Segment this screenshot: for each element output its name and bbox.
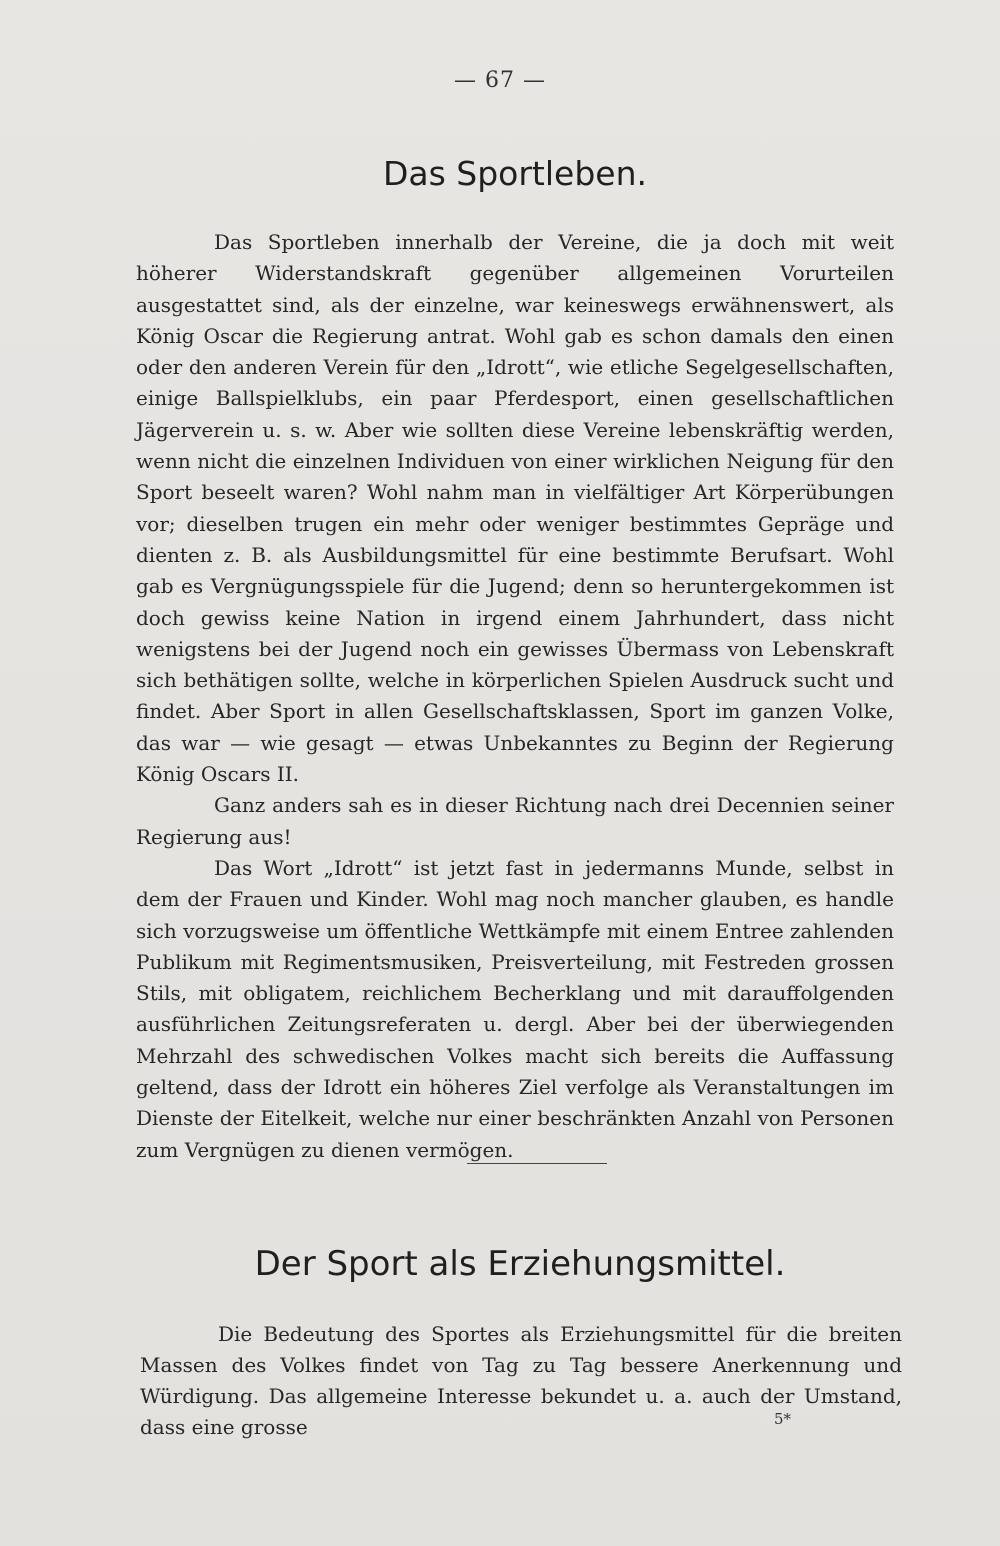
paragraph: Das Wort „Idrott“ ist jetzt fast in jedermanns Munde, selbst in dem der Frauen und Kinder. Wohl mag noch mancher glauben, es handle sich vorzugsweise um öffentliche Wettkämpfe mit einem Entree zahlenden Publikum mit Regimentsmusiken, Preisverteilung, mit Festreden grossen Stils, mit obligatem, reichlichem Becherklang und mit darauffolgenden ausführlichen Zeitungsreferaten u. dergl. Aber bei der überwiegenden Mehrzahl des schwedischen Volkes macht sich bereits die Auffassung geltend, dass der Idrott ein höheres Ziel verfolge als Veranstaltungen im Dienste der Eitelkeit, welche nur einer beschränkten Anzahl von Personen zum Vergnügen zu dienen vermögen. [136,855,894,1162]
paragraph: Ganz anders sah es in dieser Richtung nach drei Decennien seiner Regierung aus! [136,793,894,849]
signature-mark: 5* [774,1410,792,1428]
section-title-sportleben: Das Sportleben. [382,154,648,193]
page-number: — 67 — [454,68,546,93]
section-title-erziehungsmittel: Der Sport als Erziehungsmittel. [254,1244,786,1284]
paragraph: Die Bedeutung des Sportes als Erziehungsmittel für die breiten Massen des Volkes findet von Tag zu Tag bessere Anerkennung und Würdigung. Das allgemeine Interesse bekundet u. a. auch der Umstand, dass eine grosse [140,1322,902,1439]
section-body-sportleben [136,227,894,1166]
paragraph: Das Sportleben innerhalb der Vereine, die ja doch mit weit höherer Widerstandskraft gegenüber allgemeinen Vorurteilen ausgestattet sind, als der einzelne, war keineswegs erwähnenswert, als König Oscar die Regierung antrat. Wohl gab es schon damals den einen oder den anderen Verein für den „Idrott“, wie etliche Segelgesellschaften, einige Ballspielklubs, ein paar Pferdesport, einen gesellschaftlichen Jägerverein u. s. w. Aber wie sollten diese Vereine lebenskräftig werden, wenn nicht die einzelnen Individuen von einer wirklichen Neigung für den Sport beseelt waren? Wohl nahm man in vielfältiger Art Körperübungen vor; dieselben trugen ein mehr oder weniger bestimmtes Gepräge und dienten z. B. als Ausbildungsmittel für eine bestimmte Berufsart. Wohl gab es Vergnügungsspiele für die Jugend; denn so heruntergekommen ist doch gewiss keine Nation in irgend einem Jahrhundert, dass nicht wenigstens bei der Jugend noch ein gewisses Übermass von Lebenskraft sich bethätigen sollte, welche in körperlichen Spielen Ausdruck sucht und findet. Aber Sport in allen Gesellschaftsklassen, Sport im ganzen Volke, das war — wie gesagt — etwas Unbekanntes zu Beginn der Regierung König Oscars II. [136,230,894,787]
section-divider [467,1163,607,1164]
